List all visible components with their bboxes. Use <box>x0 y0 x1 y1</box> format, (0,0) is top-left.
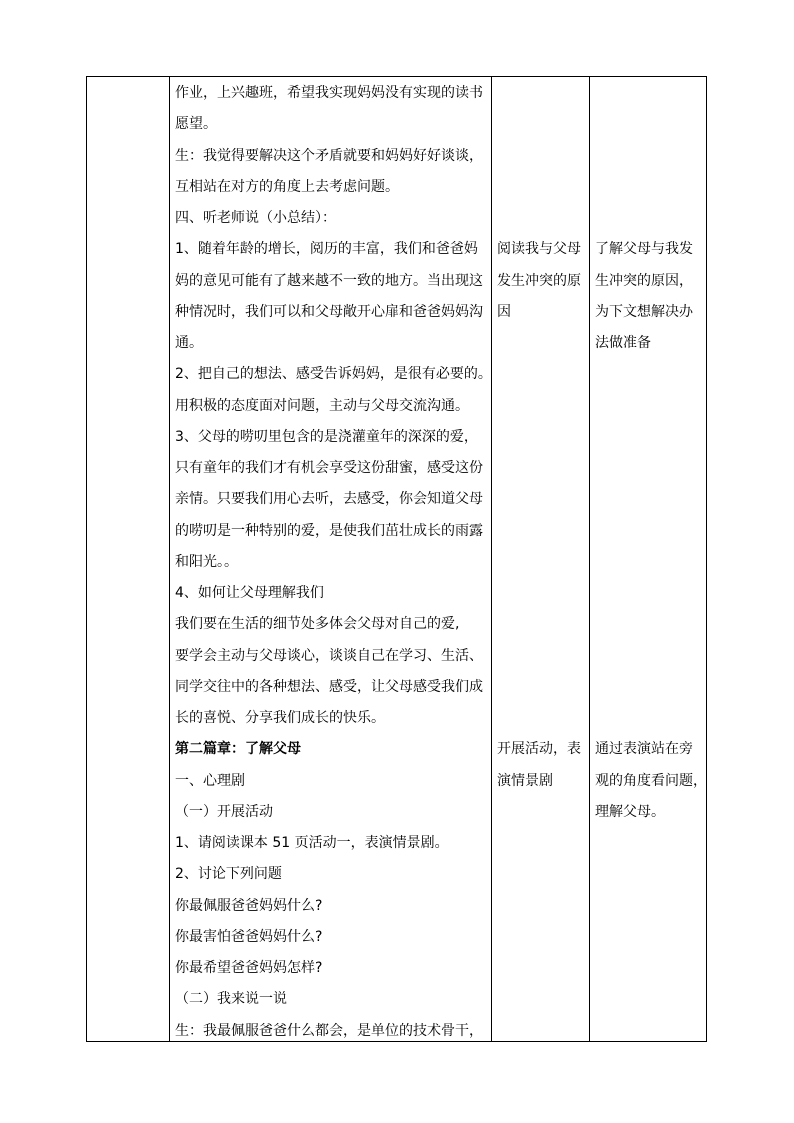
content-line: 4、如何让父母理解我们 <box>175 585 324 601</box>
activity-line: 演情景剧 <box>497 773 553 789</box>
content-line: 只有童年的我们才有机会享受这份甜蜜，感受这份 <box>175 460 483 476</box>
intent-line: 为下文想解决办 <box>595 304 693 320</box>
content-line: 1、随着年龄的增长，阅历的丰富，我们和爸爸妈 <box>175 241 478 257</box>
intent-line: 了解父母与我发 <box>595 241 693 257</box>
content-line: 长的喜悦、分享我们成长的快乐。 <box>175 710 385 726</box>
column-divider <box>491 77 492 1041</box>
content-line: 用积极的态度面对问题，主动与父母交流沟通。 <box>175 398 469 414</box>
column-divider <box>589 77 590 1041</box>
content-line: 互相站在对方的角度上去考虑问题。 <box>175 179 399 195</box>
activity-line: 发生冲突的原 <box>497 273 581 289</box>
content-line: 1、请阅读课本 51 页活动一，表演情景剧。 <box>175 835 449 851</box>
content-line: 3、父母的唠叨里包含的是浇灌童年的深深的爱， <box>175 429 478 445</box>
content-line: 种情况时，我们可以和父母敞开心扉和爸爸妈妈沟 <box>175 304 483 320</box>
content-line: 我们要在生活的细节处多体会父母对自己的爱, <box>175 616 460 632</box>
content-line: 你最佩服爸爸妈妈什么? <box>175 898 323 914</box>
content-line: 亲情。只要我们用心去听，去感受，你会知道父母 <box>175 491 483 507</box>
content-line: 通。 <box>175 335 203 351</box>
content-line: （二）我来说一说 <box>175 991 287 1007</box>
content-line: （一）开展活动 <box>175 804 273 820</box>
activity-line: 因 <box>497 304 511 320</box>
lesson-plan-table <box>86 76 707 1042</box>
content-line: 2、把自己的想法、感受告诉妈妈，是很有必要的。 <box>175 366 492 382</box>
content-line: 作业，上兴趣班，希望我实现妈妈没有实现的读书 <box>175 85 483 101</box>
content-line: 你最希望爸爸妈妈怎样? <box>175 960 323 976</box>
content-line: 妈的意见可能有了越来越不一致的地方。当出现这 <box>175 273 483 289</box>
intent-line: 通过表演站在旁 <box>595 741 693 757</box>
content-line: 要学会主动与父母谈心，谈谈自己在学习、生活、 <box>175 648 483 664</box>
intent-line: 法做准备 <box>595 335 651 351</box>
content-line: 的唠叨是一种特别的爱，是使我们茁壮成长的雨露 <box>175 523 483 539</box>
column-divider <box>169 77 170 1041</box>
intent-line: 理解父母。 <box>595 804 665 820</box>
content-line: 四、听老师说（小总结）： <box>175 210 336 226</box>
content-line: 和阳光。。 <box>175 554 238 570</box>
intent-line: 观的角度看问题， <box>595 773 707 789</box>
chapter-heading: 第二篇章：了解父母 <box>175 741 301 757</box>
content-line: 同学交往中的各种想法、感受，让父母感受我们成 <box>175 679 483 695</box>
content-line: 生：我觉得要解决这个矛盾就要和妈妈好好谈谈， <box>175 148 483 164</box>
content-line: 2、讨论下列问题 <box>175 866 282 882</box>
content-line: 一、心理剧 <box>175 773 245 789</box>
content-line: 生：我最佩服爸爸什么都会，是单位的技术骨干， <box>175 1023 483 1039</box>
activity-line: 阅读我与父母 <box>497 241 581 257</box>
intent-line: 生冲突的原因， <box>595 273 693 289</box>
activity-line: 开展活动，表 <box>497 741 581 757</box>
content-line: 愿望。 <box>175 116 217 132</box>
content-line: 你最害怕爸爸妈妈什么? <box>175 929 323 945</box>
